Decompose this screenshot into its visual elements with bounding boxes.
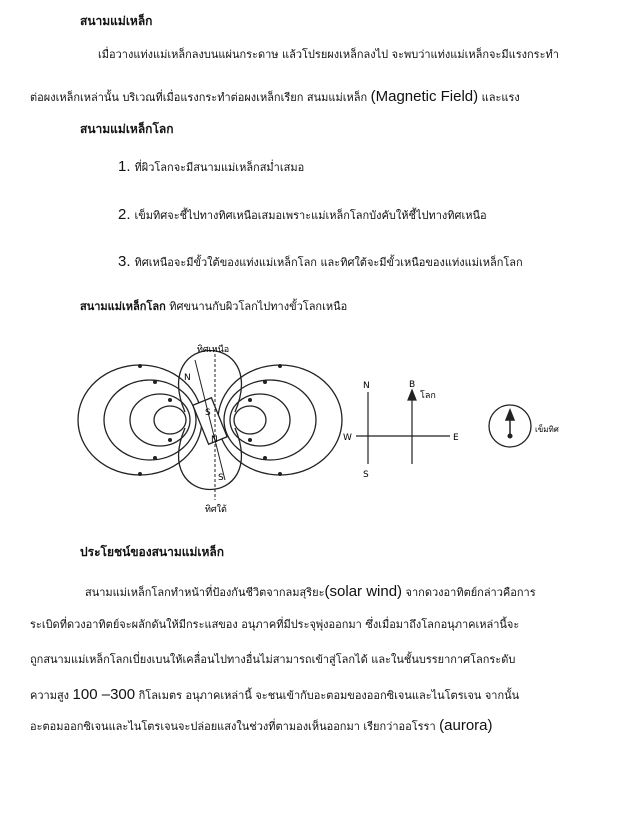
- label-geo-south: ทิศใต้: [205, 505, 227, 515]
- earth-vector-label: โลก: [420, 391, 436, 401]
- inline-heading: สนามแม่เหล็กโลก: [80, 300, 166, 313]
- text-run-latin: (aurora): [439, 717, 493, 734]
- paragraph-line: [85, 583, 536, 602]
- paragraph-line: [30, 88, 520, 107]
- text-run: อะตอมออกซิเจนและไนโตรเจนจะปล่อยแสงในช่วงที่ตามองเห็นออกมา เรียกว่าออโรรา: [30, 720, 440, 733]
- section-title-benefits: ประโยชน์ของสนามแม่เหล็ก: [80, 545, 225, 559]
- compass-E-label: E: [453, 433, 459, 443]
- magnetic-field-diagram: [0, 340, 639, 540]
- text-run-latin: (Magnetic Field): [370, 88, 479, 105]
- list-text: เข็มทิศจะชี้ไปทางทิศเหนือเสมอเพราะแม่เหล็กโลกบังคับให้ชี้ไปทางทิศเหนือ: [134, 209, 487, 222]
- text-run: ทิศขนานกับผิวโลกไปทางขั้วโลกเหนือ: [165, 300, 348, 313]
- b-vector-label: B: [409, 380, 416, 390]
- list-number: 3.: [118, 253, 131, 270]
- b-vector-arrow: [408, 390, 416, 464]
- text-run: ต่อผงเหล็กเหล่านั้น บริเวณที่เมื่อแรงกระทำต่อผงเหล็กเรียก สนมแม่เหล็ก: [30, 91, 371, 104]
- label-magnet-N: N: [211, 435, 218, 445]
- list-item: [118, 253, 523, 271]
- text-run-latin: (solar wind): [324, 583, 403, 600]
- text-run: กิโลเมตร อนุภาคเหล่านี้ จะชนเข้ากับอะตอมของออกซิเจนและไนโตรเจน จากนั้น: [135, 689, 520, 702]
- label-magnetic-N: N: [184, 373, 191, 383]
- label-magnetic-S: S: [218, 473, 224, 483]
- paragraph-line: [30, 717, 493, 736]
- compass-needle-label: เข็มทิศ: [535, 425, 559, 434]
- list-item: [118, 158, 304, 176]
- text-run: จากดวงอาทิตย์กล่าวคือการ: [402, 586, 536, 599]
- compass-W-label: W: [343, 433, 352, 443]
- compass-S-label: S: [363, 470, 369, 480]
- list-number: 2.: [118, 206, 131, 223]
- paragraph-line: ระเบิดที่ดวงอาทิตย์จะผลักดันให้มีกระแสของ อนุภาคที่มีประจุพุ่งออกมา ซึ่งเมื่อมาถึงโลกอนุภาคเหล่านี้จะ: [30, 618, 520, 631]
- compass-needle-arrow: [506, 410, 514, 438]
- list-item: [118, 206, 487, 224]
- list-number: 1.: [118, 158, 131, 175]
- earth-field-direction: [80, 300, 347, 314]
- paragraph-line: เมื่อวางแท่งแม่เหล็กลงบนแผ่นกระดาษ แล้วโปรยผงเหล็กลงไป จะพบว่าแท่งแม่เหล็กจะมีแรงกระทำ: [98, 48, 559, 61]
- text-run: และแรง: [478, 91, 520, 104]
- section-title-magnetic-field: สนามแม่เหล็ก: [80, 14, 153, 28]
- compass-N-label: N: [363, 381, 370, 391]
- paragraph-line: [30, 686, 519, 705]
- list-text: ทิศเหนือจะมีขั้วใต้ของแท่งแม่เหล็กโลก และทิศใต้จะมีขั้วเหนือของแท่งแม่เหล็กโลก: [134, 256, 523, 269]
- compass-cross: [356, 392, 450, 464]
- paragraph-line: ถูกสนามแม่เหล็กโลกเบี่ยงเบนให้เคลื่อนไปทางอื่นไม่สามารถเข้าสู่โลกได้ และในชั้นบรรยากาศโลกระดับ: [30, 653, 516, 666]
- text-run: ความสูง: [30, 689, 73, 702]
- section-title-earth-field: สนามแม่เหล็กโลก: [80, 122, 174, 136]
- label-magnet-S: S: [205, 408, 211, 418]
- list-text: ที่ผิวโลกจะมีสนามแม่เหล็กสม่ำเสมอ: [134, 161, 305, 174]
- text-run-latin: 100 –300: [72, 686, 136, 703]
- text-run: สนามแม่เหล็กโลกทำหน้าที่ป้องกันชีวิตจากลมสุริยะ: [85, 586, 325, 599]
- label-geo-north: ทิศเหนือ: [197, 345, 230, 355]
